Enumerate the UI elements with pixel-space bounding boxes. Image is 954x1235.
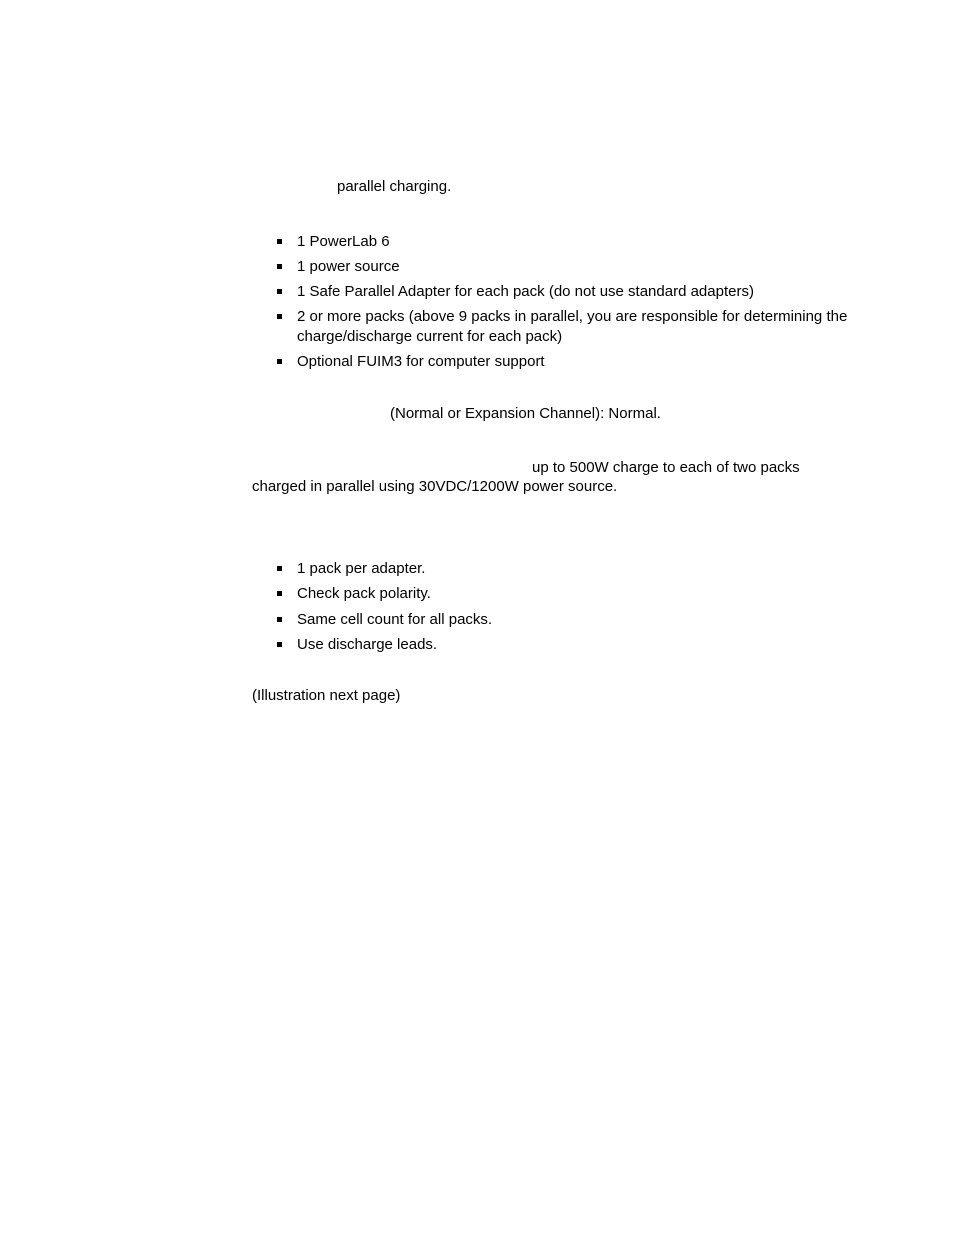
list-item-text: Same cell count for all packs. bbox=[297, 611, 493, 628]
list-item-text: 1 PowerLab 6 bbox=[297, 233, 390, 250]
list-item bbox=[274, 559, 492, 584]
bullet-icon bbox=[277, 591, 282, 596]
example-line-1: up to 500W charge to each of two packs bbox=[532, 459, 800, 476]
bullet-icon bbox=[277, 264, 282, 269]
list-item-text: 1 power source bbox=[297, 258, 400, 275]
bullet-icon bbox=[277, 289, 282, 294]
bullet-icon bbox=[277, 239, 282, 244]
bullet-icon bbox=[277, 566, 282, 571]
list-item bbox=[274, 584, 492, 610]
list-item-text: Optional FUIM3 for computer support bbox=[297, 353, 545, 370]
list-item bbox=[274, 352, 857, 377]
list-item bbox=[274, 232, 857, 257]
bullet-icon bbox=[277, 617, 282, 622]
illustration-note: (Illustration next page) bbox=[252, 687, 401, 704]
list-item-text: Check pack polarity. bbox=[297, 585, 431, 602]
list-item-text: Use discharge leads. bbox=[297, 636, 438, 653]
bullet-icon bbox=[277, 359, 282, 364]
list-item bbox=[274, 635, 492, 660]
list-item bbox=[274, 610, 492, 635]
list-item-text: 1 pack per adapter. bbox=[297, 560, 426, 577]
bullet-icon bbox=[277, 314, 282, 319]
list-item bbox=[274, 282, 857, 307]
requirements-list bbox=[274, 232, 857, 377]
notes-list bbox=[274, 559, 492, 660]
list-item bbox=[274, 257, 857, 282]
example-line-2: charged in parallel using 30VDC/1200W power source. bbox=[252, 478, 618, 495]
list-item bbox=[274, 307, 857, 352]
intro-fragment: parallel charging. bbox=[337, 178, 452, 195]
bullet-icon bbox=[277, 642, 282, 647]
list-item-text: 1 Safe Parallel Adapter for each pack (do not use standard adapters) bbox=[297, 283, 754, 300]
channel-fragment: (Normal or Expansion Channel): Normal. bbox=[390, 405, 661, 422]
list-item-text: 2 or more packs (above 9 packs in parallel, you are responsible for determining the charge/discharge current for each pack) bbox=[297, 308, 848, 345]
